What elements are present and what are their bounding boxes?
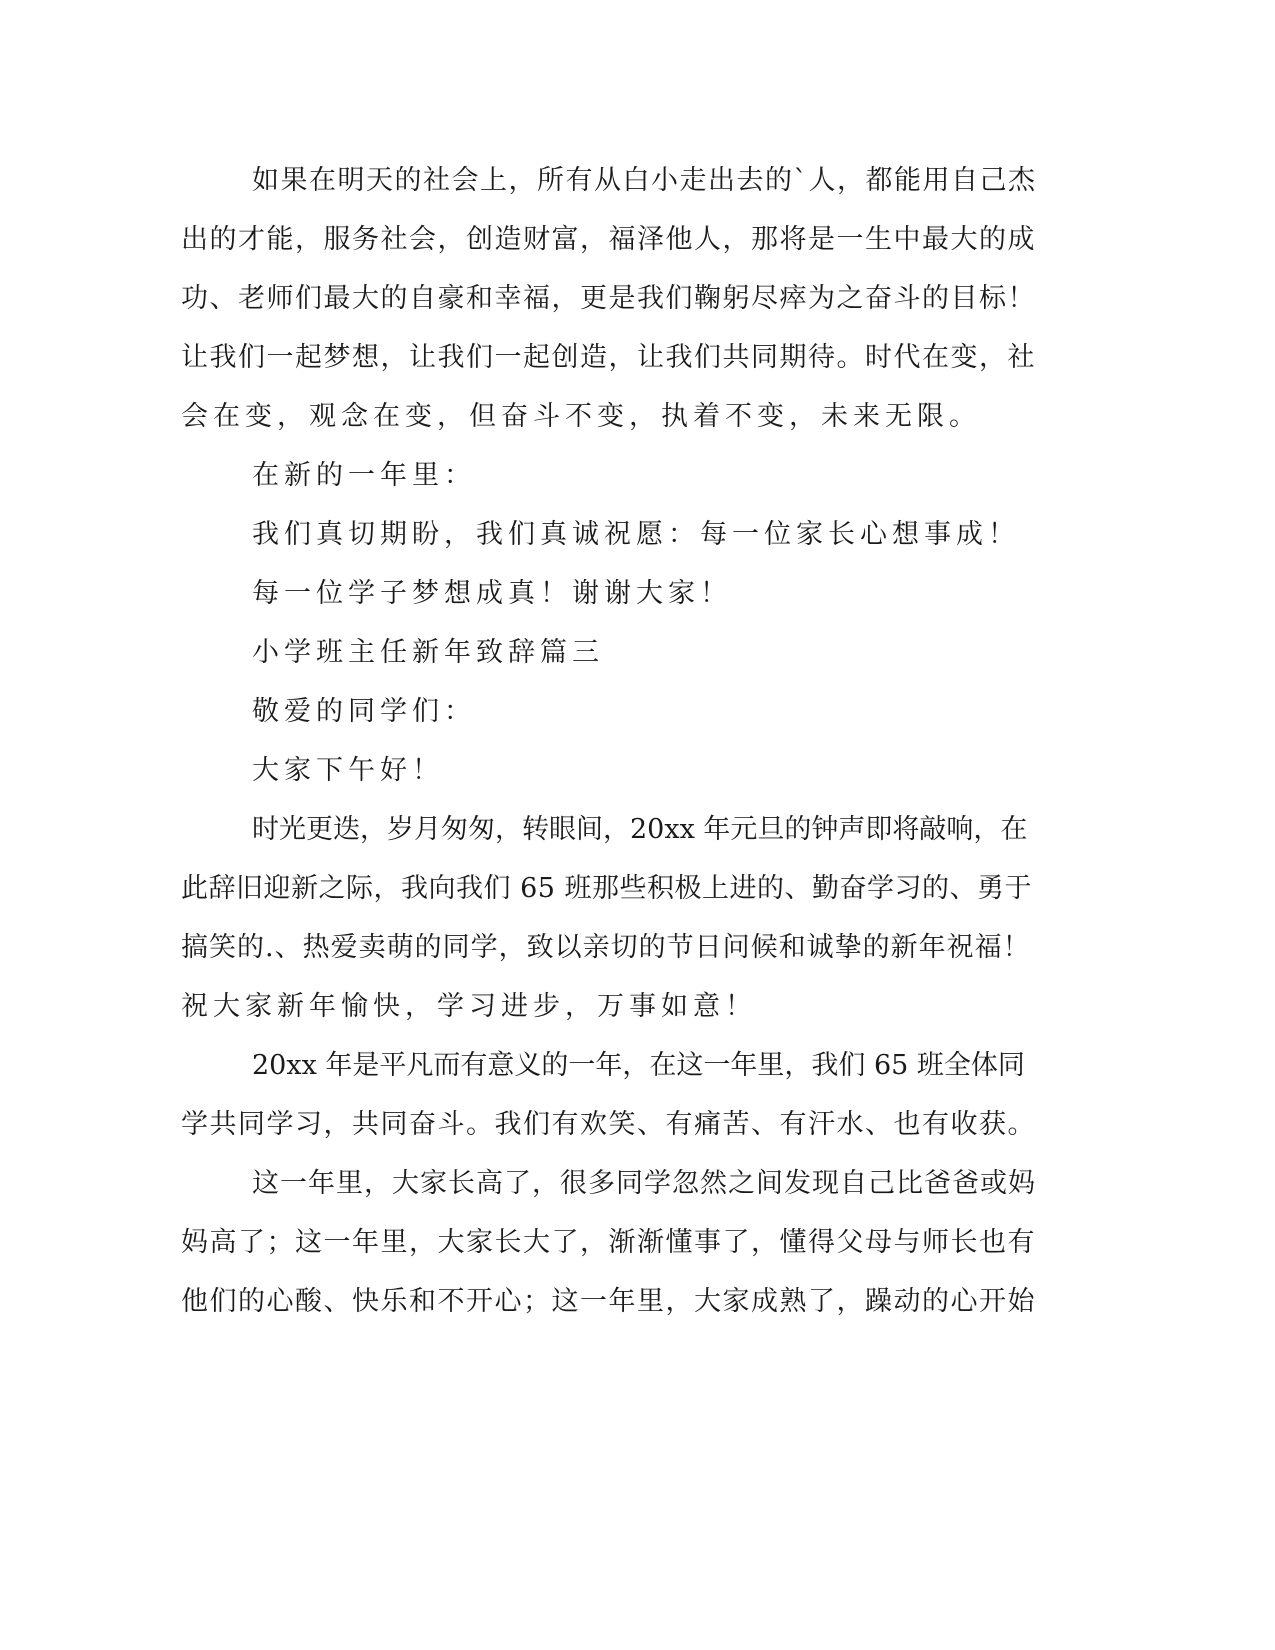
paragraph-line: 在新的一年里： (252, 460, 476, 491)
paragraph-line: 搞笑的.、热爱卖萌的同学，致以亲切的节日问候和诚挚的新年祝福！ (181, 932, 1031, 963)
paragraph-line: 会在变，观念在变，但奋斗不变，执着不变，未来无限。 (181, 401, 981, 432)
paragraph-line: 妈高了；这一年里，大家长大了，渐渐懂事了，懂得父母与师长也有 (181, 1227, 1036, 1258)
paragraph-line: 敬爱的同学们： (252, 696, 476, 727)
paragraph-line: 学共同学习，共同奋斗。我们有欢笑、有痛苦、有汗水、也有收获。 (181, 1109, 1036, 1140)
paragraph-line: 功、老师们最大的自豪和幸福，更是我们鞠躬尽瘁为之奋斗的目标！ (181, 283, 1036, 314)
paragraph-line: 时光更迭，岁月匆匆，转眼间，20xx 年元旦的钟声即将敲响，在 (252, 814, 1028, 845)
paragraph-line: 让我们一起梦想，让我们一起创造，让我们共同期待。时代在变，社 (181, 342, 1036, 373)
paragraph-line: 此辞旧迎新之际，我向我们 65 班那些积极上进的、勤奋学习的、勇于 (181, 873, 1033, 904)
paragraph-line: 出的才能，服务社会，创造财富，福泽他人，那将是一生中最大的成 (181, 224, 1036, 255)
section-heading: 小学班主任新年致辞篇三 (252, 637, 604, 668)
paragraph-line: 祝大家新年愉快，学习进步，万事如意！ (181, 991, 757, 1022)
paragraph-line: 他们的心酸、快乐和不开心；这一年里，大家成熟了，躁动的心开始 (181, 1286, 1036, 1317)
paragraph-line: 每一位学子梦想成真！谢谢大家！ (252, 578, 732, 609)
paragraph-line: 大家下午好！ (252, 755, 444, 786)
paragraph-line: 我们真切期盼，我们真诚祝愿：每一位家长心想事成！ (252, 519, 1020, 550)
paragraph-line: 这一年里，大家长高了，很多同学忽然之间发现自己比爸爸或妈 (252, 1168, 1036, 1199)
paragraph-line: 如果在明天的社会上，所有从白小走出去的`人，都能用自己杰 (252, 165, 1037, 196)
paragraph-line: 20xx 年是平凡而有意义的一年，在这一年里，我们 65 班全体同 (252, 1050, 1025, 1081)
